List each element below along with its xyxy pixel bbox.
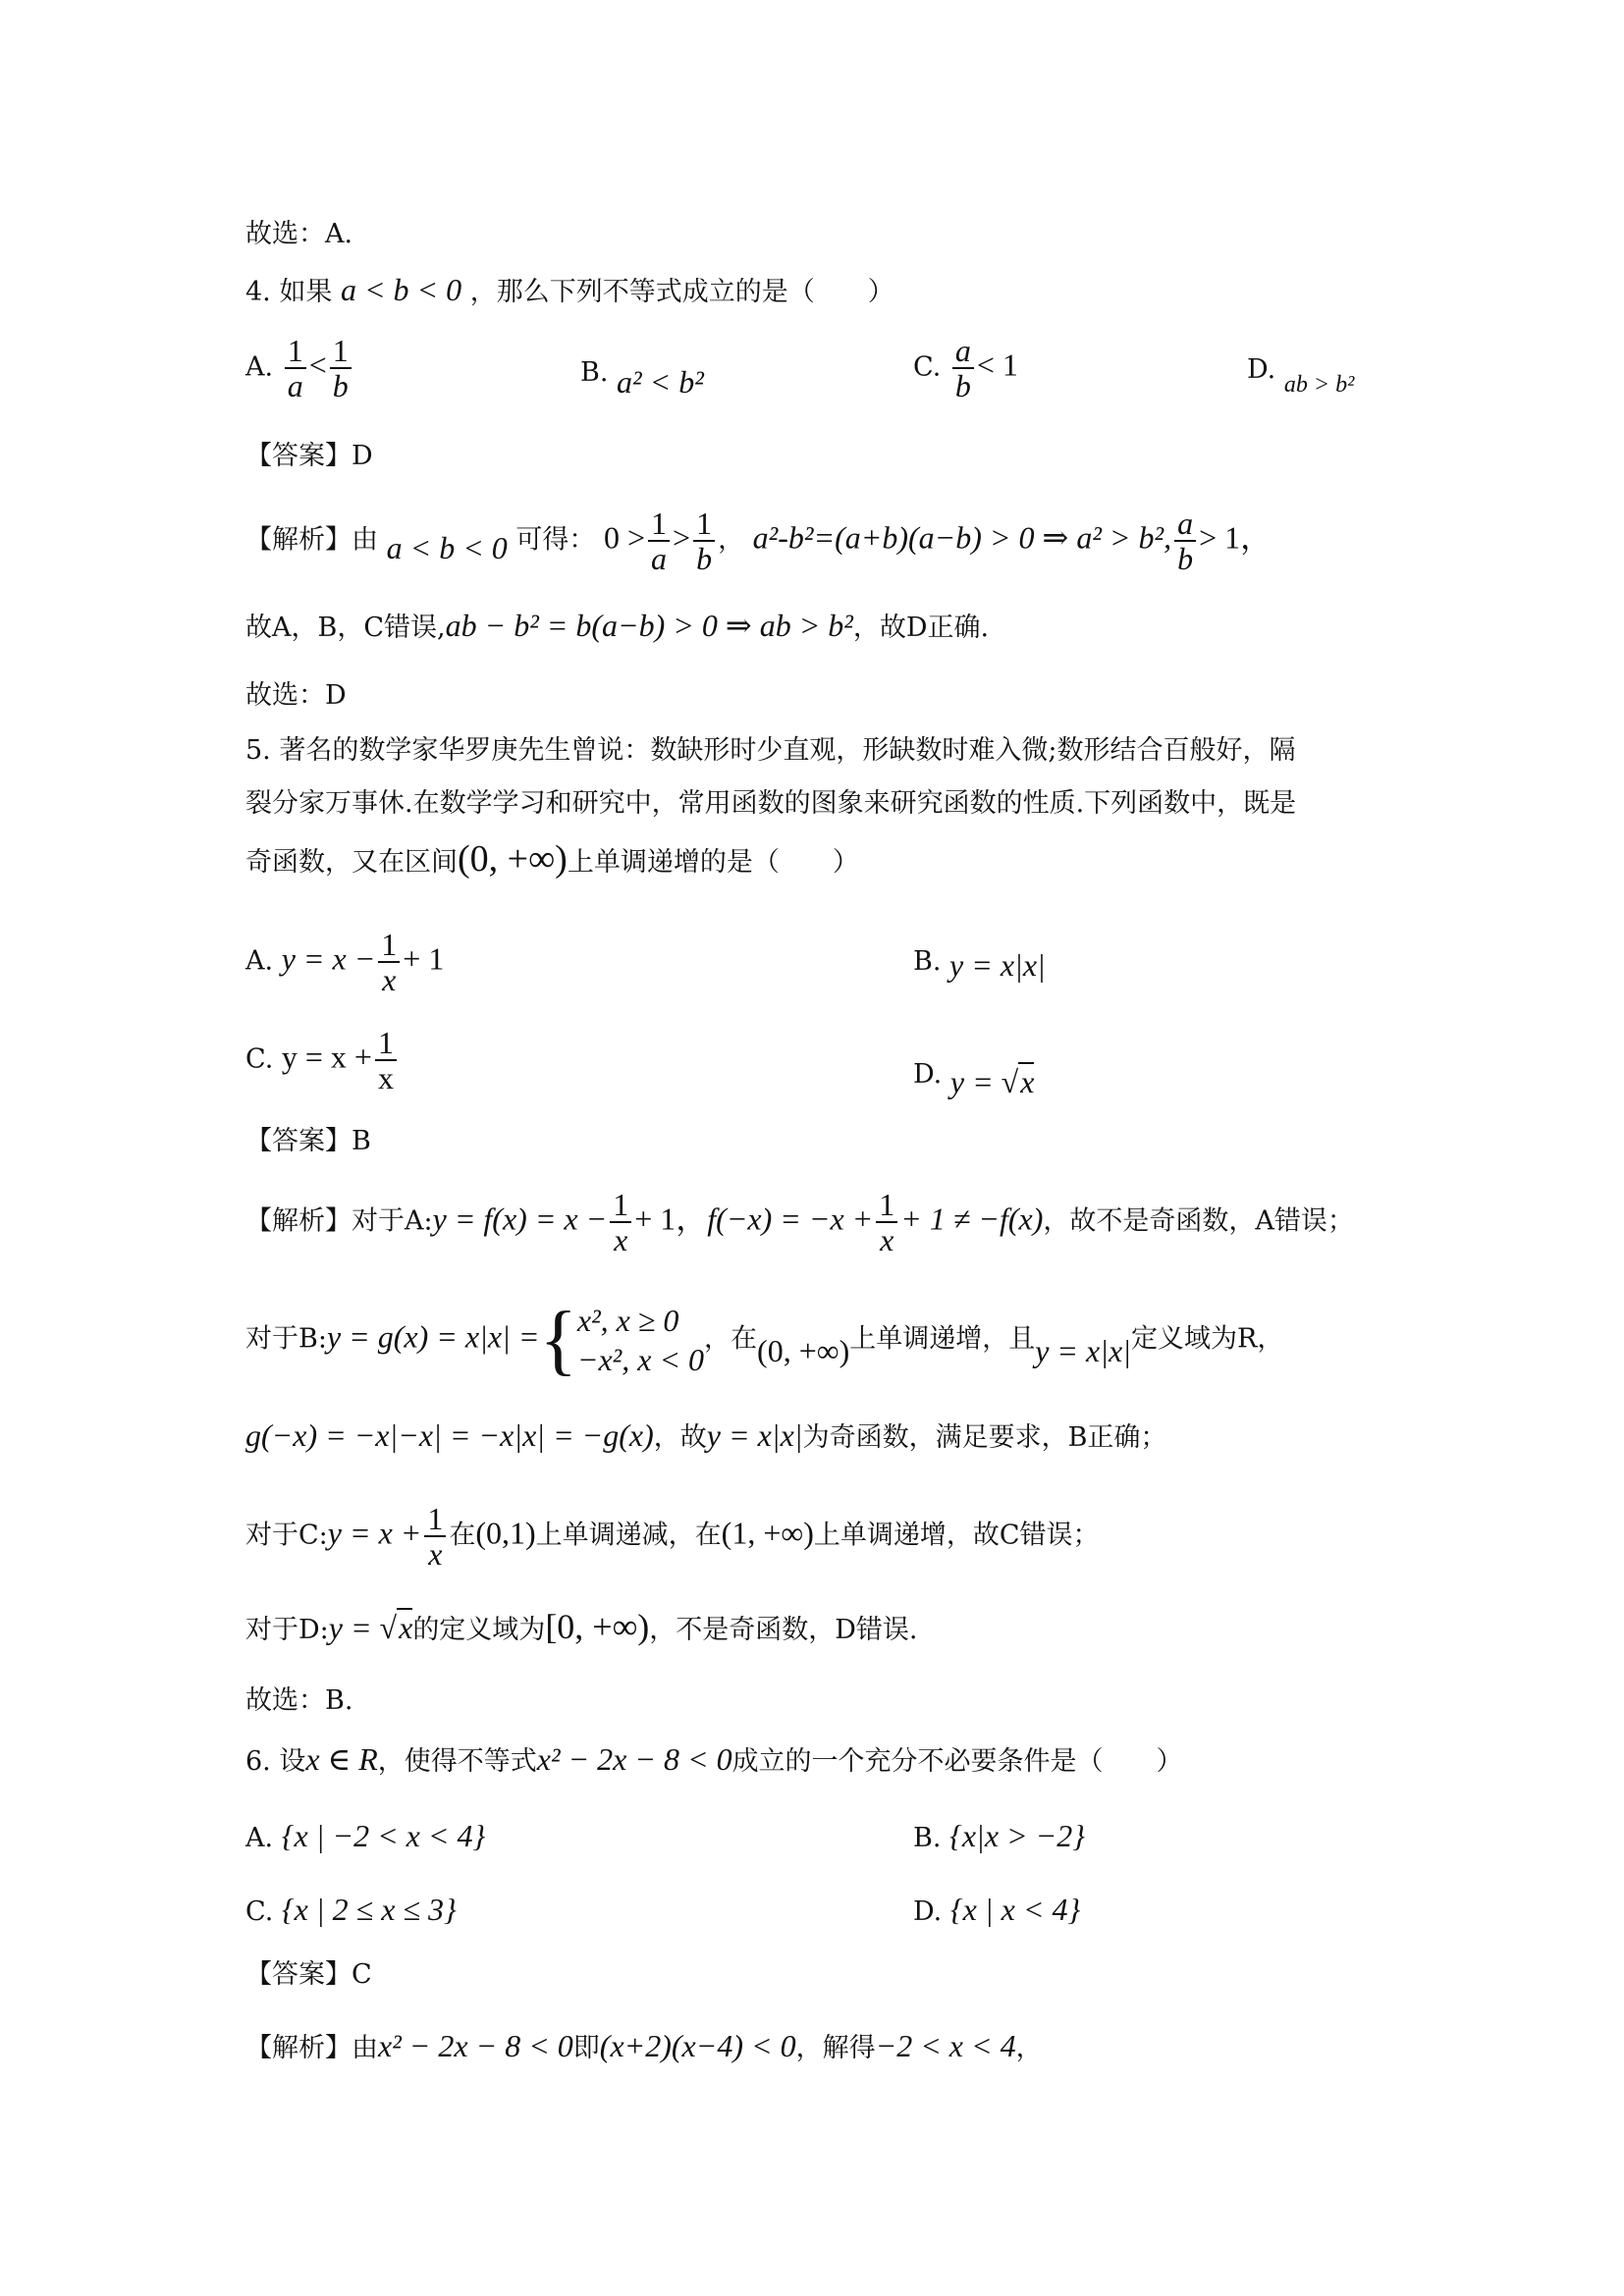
option-b: [913, 942, 1046, 983]
math-op: > 1，: [1199, 519, 1272, 556]
numerator: a: [1174, 507, 1196, 542]
option-label: C.: [913, 351, 942, 383]
question-text: 5. 著名的数学家华罗庚先生曾说：数缺形时少直观，形缺数时难入微;数形结合百般好，隔: [245, 735, 1296, 766]
math-expr: [950, 1064, 1035, 1099]
numerator: a: [952, 334, 974, 369]
answer-text: 【答案】D: [245, 441, 373, 471]
numerator: 1: [648, 507, 670, 542]
sqrt-argument: x: [399, 1610, 413, 1645]
explanation-text: ，故D正确.: [852, 613, 990, 643]
math-expr: −2 < x < 4: [875, 2028, 1016, 2063]
denominator: b: [1177, 541, 1194, 576]
option-a: [245, 928, 444, 996]
math-expr: y = x|x|: [706, 1417, 803, 1453]
math-expr: y = x|x|: [1035, 1332, 1132, 1368]
math-expr: x ∈ R: [305, 1741, 378, 1777]
explanation-text: ，在: [704, 1323, 758, 1355]
math-expr: + 1 ≠ −f(x): [900, 1201, 1044, 1237]
option-c: [913, 334, 1018, 402]
math-expr: (x+2)(x−4) < 0: [599, 2028, 796, 2063]
numerator: 1: [424, 1502, 446, 1537]
option-label: D.: [913, 1896, 943, 1927]
math-op: >: [673, 519, 691, 556]
question-text: ，那么下列不等式成立的是（ ）: [469, 277, 894, 307]
explanation-text: 对于B:: [245, 1323, 327, 1355]
denominator: x: [382, 962, 397, 997]
numerator: 1: [285, 334, 306, 369]
math-expr: [0, +∞): [545, 1607, 650, 1646]
explanation-line: [245, 1502, 1100, 1571]
explanation-text: ，: [1015, 2033, 1043, 2063]
fraction: [693, 507, 715, 575]
denominator: a: [287, 368, 303, 403]
fraction: [648, 507, 670, 575]
conclusion-text: 故选：D: [245, 680, 347, 711]
math-expr: g(−x) = −x|−x| = −x|x| = −g(x): [245, 1417, 654, 1453]
explanation-text: 上单调递减，在: [535, 1520, 722, 1551]
question-text: 奇函数，又在区间: [245, 847, 458, 878]
denominator: x: [428, 1536, 443, 1572]
explanation-line: [245, 1607, 918, 1647]
explanation-text: ，不是奇函数，D错误.: [649, 1615, 918, 1645]
option-b: [913, 1819, 1085, 1855]
math-expr: a²-b²=(a+b)(a−b) > 0 ⇒ a² > b²,: [752, 519, 1172, 556]
explanation-text: 对于D:: [245, 1615, 329, 1645]
explanation-text: 上单调递增，且: [849, 1323, 1036, 1355]
explanation-text: 的定义域为: [412, 1615, 546, 1645]
text-line: [245, 218, 352, 251]
option-label: C.: [245, 1896, 274, 1927]
math-expr: (0, +∞): [458, 838, 568, 880]
explanation-text: 上单调递增，故C错误；: [813, 1520, 1100, 1551]
question-5-stem-line: [245, 734, 1295, 768]
brace-symbol: {: [539, 1297, 577, 1383]
math-op: <: [308, 347, 327, 383]
answer-line: [245, 1125, 371, 1158]
option-label: B.: [580, 357, 609, 388]
math-expr: [329, 1608, 413, 1645]
explanation-text: 在: [449, 1520, 476, 1551]
option-label: D.: [1247, 354, 1276, 385]
option-label: A.: [245, 945, 274, 977]
math-expr: (0, +∞): [757, 1332, 850, 1368]
math-expr: + 1，: [634, 1201, 708, 1237]
question-text: 上单调递增的是（ ）: [567, 847, 859, 878]
option-label: A.: [245, 351, 274, 383]
case-line: −x², x < 0: [576, 1342, 705, 1377]
numerator: 1: [610, 1188, 631, 1223]
math-expr: x² − 2x − 8 < 0: [378, 2028, 573, 2063]
option-d: [913, 1055, 1035, 1099]
option-label: C.: [245, 1043, 274, 1075]
math-expr: {x | −2 < x < 4}: [281, 1818, 486, 1853]
answer-text: 【答案】C: [245, 1959, 372, 1990]
case-line: x², x ≥ 0: [576, 1303, 679, 1338]
math-expr: y = x −: [281, 940, 376, 977]
math-expr: 0 >: [603, 519, 646, 556]
explanation-line: [245, 1418, 1166, 1455]
question-text: 成立的一个充分不必要条件是（ ）: [731, 1746, 1183, 1777]
sqrt-symbol: √: [1001, 1064, 1019, 1099]
option-c: [245, 1893, 457, 1929]
question-text: ，使得不等式: [377, 1746, 537, 1777]
explanation-text: 可得：: [515, 524, 596, 556]
answer-line: [245, 440, 373, 473]
option-label: B.: [913, 1823, 942, 1853]
explanation-text: ，故不是奇函数，A错误；: [1043, 1205, 1354, 1237]
math-expr: y = x|x|: [949, 947, 1046, 983]
denominator: x: [614, 1222, 628, 1257]
question-number: 6. 设: [245, 1746, 306, 1777]
numerator: 1: [378, 928, 400, 963]
math-expr: ab > b²: [1283, 372, 1355, 398]
option-d: [1247, 353, 1355, 398]
conclusion-line: [245, 679, 347, 713]
numerator: 1: [330, 334, 352, 369]
explanation-text: 故A，B，C错误,: [245, 613, 446, 643]
explanation-text: 为奇函数，满足要求，B正确；: [802, 1422, 1167, 1453]
math-expr: {x | 2 ≤ x ≤ 3}: [281, 1892, 457, 1927]
conclusion-text: 故选：B.: [245, 1685, 353, 1716]
question-text: 裂分家万事休.在数学学习和研究中，常用函数的图象来研究函数的性质.下列函数中，既是: [245, 788, 1297, 819]
conclusion-line: [245, 1684, 352, 1718]
explanation-line: [245, 609, 989, 645]
fraction: [285, 334, 306, 402]
fraction: [424, 1502, 446, 1571]
option-a: [245, 334, 354, 402]
math-expr: x² − 2x − 8 < 0: [536, 1741, 732, 1777]
explanation-text: 即: [572, 2033, 600, 2063]
fraction: [1174, 507, 1196, 575]
explanation-line: 【解析】由 a < b < 0 可得： 0 > $\frac{1}{a}$ > $\frac{1}{b}$ ， a²-b²=(a+b)(a−b) > 0 ⇒ a² > b², $\frac{a}{b}$ > 1，: [245, 506, 1272, 576]
fraction: [330, 334, 352, 402]
math-lhs: y =: [328, 1610, 380, 1645]
fraction: [876, 1188, 897, 1256]
option-b: [580, 353, 704, 400]
math-expr: a < b < 0: [340, 272, 462, 307]
explanation-line: [245, 1188, 1354, 1256]
option-label: B.: [913, 946, 942, 977]
math-expr: f(−x) = −x +: [707, 1201, 874, 1237]
denominator: b: [954, 368, 971, 403]
math-expr: ab − b² = b(a−b) > 0 ⇒ ab > b²: [445, 608, 853, 643]
option-c: [245, 1026, 400, 1095]
piecewise-function: [539, 1297, 705, 1383]
math-expr: {x | x < 4}: [949, 1892, 1081, 1927]
math-expr: a² < b²: [617, 364, 704, 400]
denominator: x: [880, 1222, 894, 1257]
option-a: [245, 1819, 485, 1855]
math-expr: y = x +: [327, 1515, 422, 1551]
option-d: [913, 1893, 1080, 1929]
explanation-text: 对于C:: [245, 1520, 328, 1551]
question-4-stem: [245, 273, 894, 309]
math-expr: + 1: [403, 940, 445, 977]
denominator: b: [696, 541, 713, 576]
numerator: 1: [693, 507, 715, 542]
question-5-stem-line: [245, 787, 1296, 821]
math-expr: y = x +: [281, 1039, 372, 1075]
explanation-text: 定义域为R，: [1131, 1323, 1284, 1355]
math-expr: (0,1): [475, 1515, 536, 1551]
fraction: [378, 928, 400, 996]
question-5-stem-line: [245, 838, 859, 880]
math-expr: a < b < 0: [386, 529, 508, 565]
numerator: 1: [375, 1026, 397, 1061]
fraction: [375, 1026, 397, 1095]
explanation-label: 【解析】由: [245, 2033, 378, 2063]
explanation-text: ，故: [653, 1422, 707, 1453]
explanation-line: [245, 2029, 1043, 2065]
sqrt-argument: x: [1020, 1064, 1035, 1099]
answer-text: 【答案】B: [245, 1126, 371, 1156]
denominator: b: [332, 368, 349, 403]
math-expr: y = g(x) = x|x| =: [326, 1318, 540, 1355]
answer-line: [245, 1958, 372, 1992]
explanation-label: 【解析】对于A:: [245, 1205, 433, 1237]
math-expr: {x|x > −2}: [949, 1818, 1086, 1853]
fraction: [610, 1188, 631, 1256]
explanation-text: ，解得: [795, 2033, 876, 2063]
denominator: a: [651, 541, 668, 576]
conclusion-text: 故选：A.: [245, 219, 353, 249]
sqrt-symbol: √: [379, 1610, 398, 1645]
explanation-line: [245, 1297, 1284, 1383]
cases: [577, 1301, 704, 1379]
math-expr: < 1: [976, 347, 1018, 383]
question-number: 4. 如果: [245, 277, 333, 307]
explanation-label: 【解析】由: [245, 524, 378, 556]
math-expr: (1, +∞): [721, 1515, 814, 1551]
numerator: 1: [876, 1188, 897, 1223]
math-expr: y = f(x) = x −: [432, 1201, 608, 1237]
option-label: A.: [245, 1823, 274, 1853]
fraction: [952, 334, 974, 402]
denominator: x: [377, 1060, 394, 1095]
math-lhs: y =: [949, 1064, 1001, 1099]
option-label: D.: [913, 1059, 943, 1090]
question-6-stem: [245, 1742, 1183, 1779]
